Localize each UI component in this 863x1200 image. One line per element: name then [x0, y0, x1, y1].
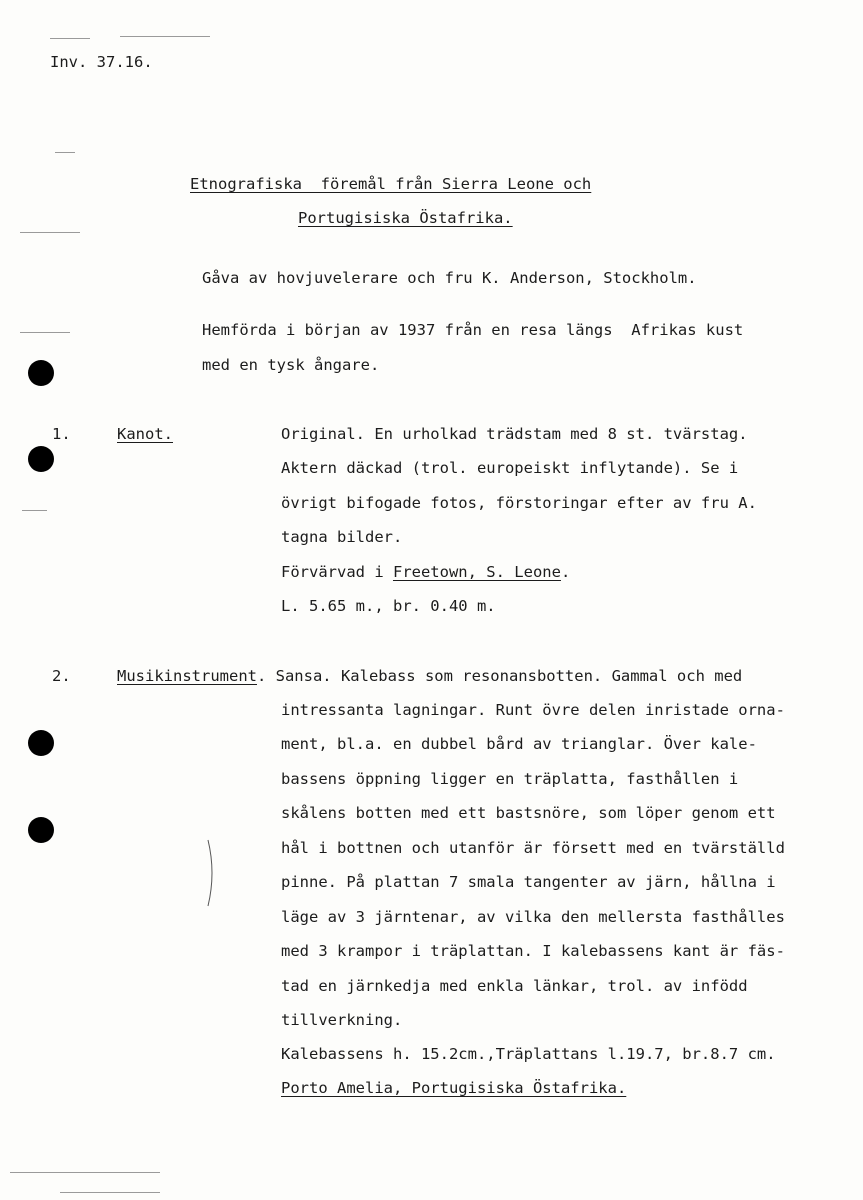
gift-note: Gåva av hovjuvelerare och fru K. Anderson, Stockholm. — [202, 269, 697, 287]
item-acquired-line — [281, 562, 570, 582]
item-description-line: Aktern däckad (trol. europeiskt inflytande). Se i — [281, 459, 739, 477]
document-title-line-1: Etnografiska föremål från Sierra Leone och — [190, 175, 592, 193]
scan-speck — [55, 152, 75, 153]
document-title-line-2: Portugisiska Östafrika. — [298, 209, 513, 227]
item-description-line: tad en järnkedja med enkla länkar, trol. av infödd — [281, 977, 748, 995]
pencil-bracket-mark — [204, 838, 220, 908]
item-name: Musikinstrument — [117, 667, 257, 685]
item-origin: Porto Amelia, Portugisiska Östafrika. — [281, 1079, 627, 1097]
item-number: 1. — [52, 425, 71, 443]
punch-hole — [28, 817, 54, 843]
item-heading-line — [117, 666, 742, 686]
item-description-line: ment, bl.a. en dubbel bård av trianglar. Över kale- — [281, 735, 757, 753]
item-description-line: tillverkning. — [281, 1011, 403, 1029]
scan-speck — [20, 332, 70, 333]
item-description-line: tagna bilder. — [281, 528, 403, 546]
acquired-prefix: Förvärvad i — [281, 563, 393, 581]
inventory-number: Inv. 37.16. — [50, 53, 153, 71]
item-description-line: övrigt bifogade fotos, förstoringar efter av fru A. — [281, 494, 757, 512]
item-description-first-line: . Sansa. Kalebass som resonansbotten. Gammal och med — [256, 667, 743, 685]
item-description-line: bassens öppning ligger en träplatta, fasthållen i — [281, 770, 739, 788]
acquired-suffix: . — [560, 563, 571, 581]
item-description-line: pinne. På plattan 7 smala tangenter av järn, hållna i — [281, 873, 776, 891]
punch-hole — [28, 446, 54, 472]
acquired-place: Freetown, S. Leone — [392, 563, 561, 581]
item-number: 2. — [52, 667, 71, 685]
item-name: Kanot. — [117, 425, 173, 443]
origin-note-line-2: med en tysk ångare. — [202, 356, 380, 374]
item-description-line: hål i bottnen och utanför är försett med en tvärställd — [281, 839, 785, 857]
scan-speck — [60, 1192, 160, 1193]
item-description-line: Original. En urholkad trädstam med 8 st. tvärstag. — [281, 425, 748, 443]
item-description-line: med 3 krampor i träplattan. I kalebassens kant är fäs- — [281, 942, 785, 960]
item-description-line: intressanta lagningar. Runt övre delen inristade orna- — [281, 701, 785, 719]
item-description-line: läge av 3 järntenar, av vilka den mellersta fasthålles — [281, 908, 785, 926]
item-description-line: skålens botten med ett bastsnöre, som löper genom ett — [281, 804, 776, 822]
scan-speck — [120, 36, 210, 37]
punch-hole — [28, 730, 54, 756]
item-dimensions: L. 5.65 m., br. 0.40 m. — [281, 597, 496, 615]
scan-speck — [20, 232, 80, 233]
scan-speck — [50, 38, 90, 39]
item-dimensions: Kalebassens h. 15.2cm.,Träplattans l.19.7, br.8.7 cm. — [281, 1045, 776, 1063]
punch-hole — [28, 360, 54, 386]
scan-speck — [22, 510, 47, 511]
scan-speck — [10, 1172, 160, 1173]
origin-note-line-1: Hemförda i början av 1937 från en resa längs Afrikas kust — [202, 321, 744, 339]
